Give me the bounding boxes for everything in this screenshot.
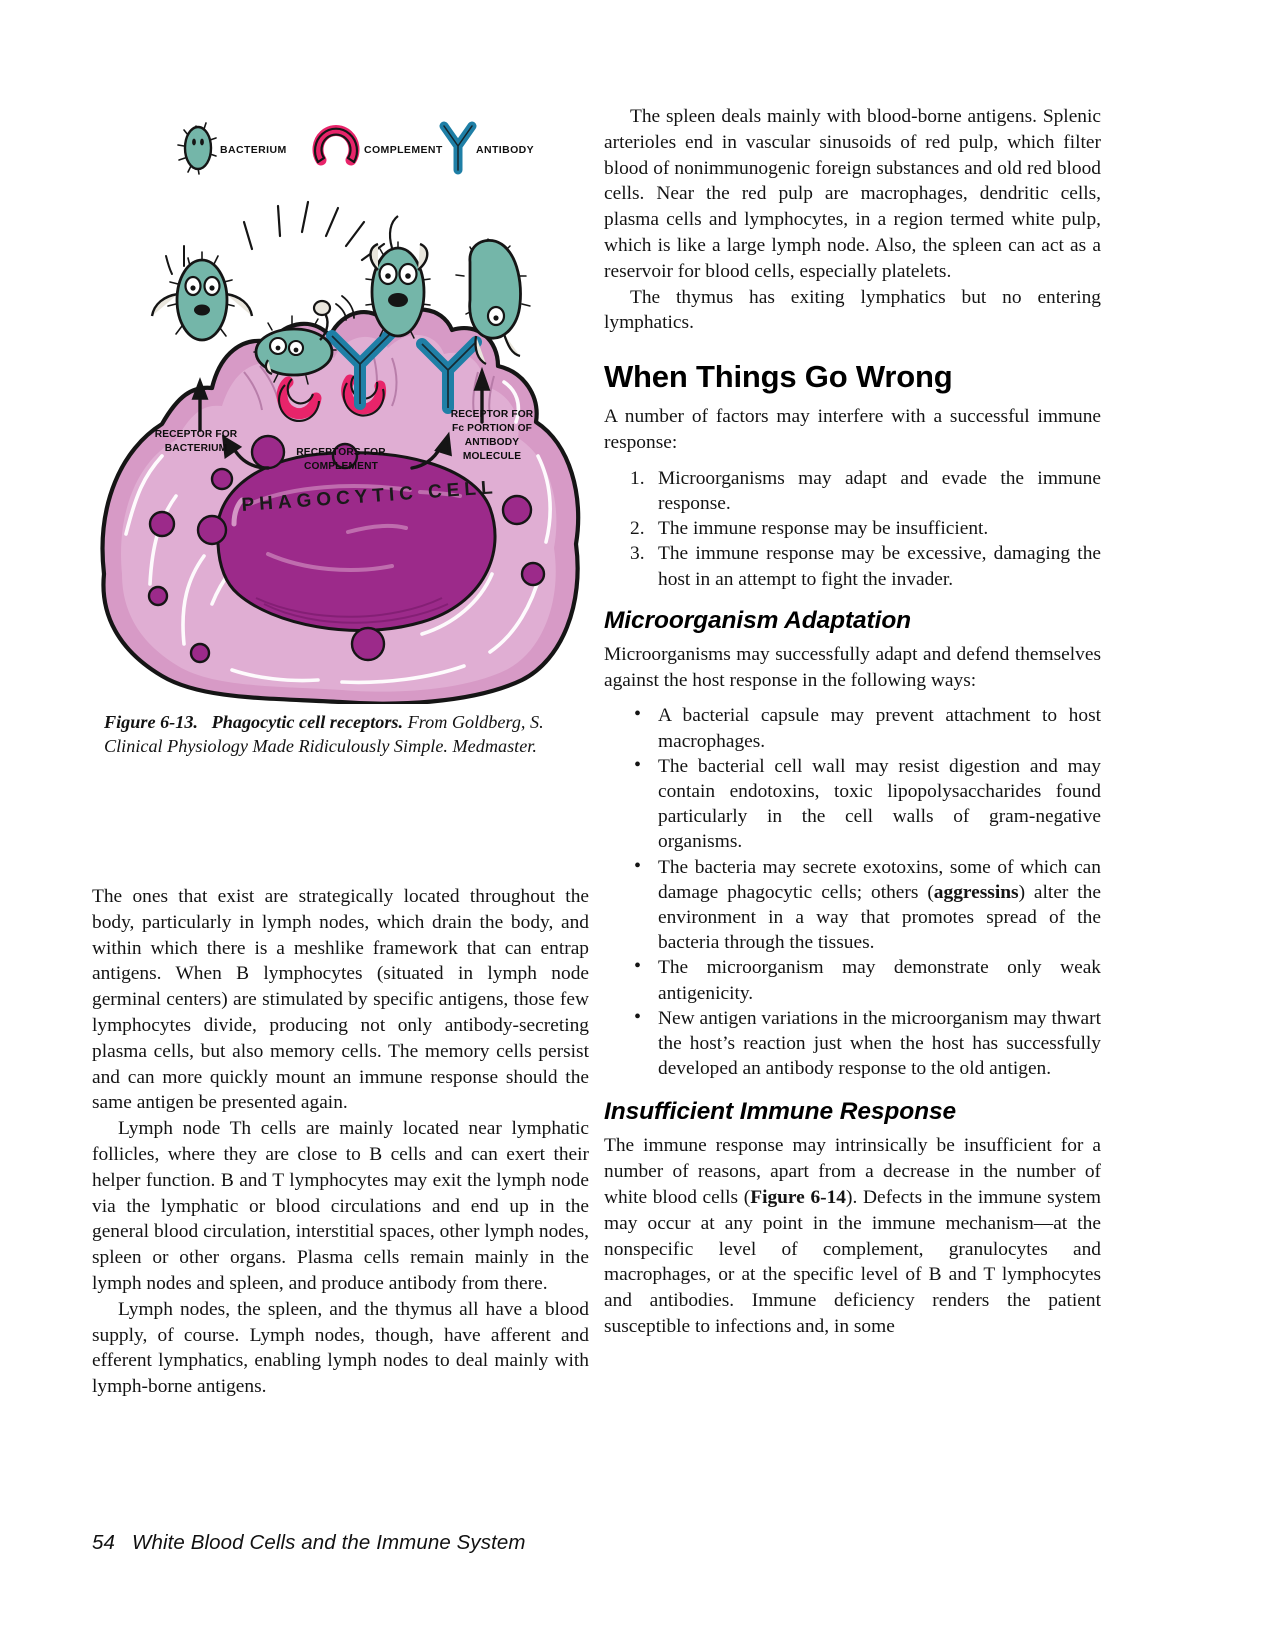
page-footer — [92, 1531, 526, 1555]
section-microorganism-adaptation — [604, 606, 1101, 1082]
figure-caption-number: Figure 6-13. — [104, 712, 198, 732]
heading-microorganism-adaptation: Microorganism Adaptation — [604, 606, 912, 634]
bullet-marker: • — [634, 955, 642, 978]
list-marker: 2. — [630, 518, 645, 540]
body-text-post: ). Defects in the immune system may occur at any point in the immune mechanism—at the nonspecific level of complement, granulocytes and macrophages, or at the specific level of B and T lymphocytes and antibodies. Immune deficiency renders the patient susceptible to infections and, in some — [604, 1187, 1101, 1337]
list-item — [604, 855, 1101, 956]
list-item-text: New antigen variations in the microorganism may thwart the host’s reaction just when the host has successfully developed an antibody response to the old antigen. — [658, 1007, 1101, 1080]
action-lines — [244, 202, 384, 260]
page-number: 54 — [92, 1531, 116, 1554]
svg-text:Fc PORTION OF: Fc PORTION OF — [451, 423, 533, 434]
left-paragraph-2: Lymph node Th cells are mainly located near lymphatic follicles, where they are close to B cells and can exert their helper function. B and T lymphocytes may exit the lymph node via the lymphatic or blood circulations and end up in the general blood circulation, interstitial spaces, other lymph nodes, spleen or other organs. Plasma cells remain mainly in the lymph nodes and spleen, and produce antibody from there. — [92, 1118, 589, 1294]
microorganism-adaptation-lead: Microorganisms may successfully adapt and defend themselves against the host response in the following ways: — [604, 643, 1101, 691]
list-marker: 1. — [630, 467, 645, 489]
running-title: White Blood Cells and the Immune System — [132, 1531, 526, 1554]
list-marker: 3. — [630, 543, 645, 565]
list-item — [604, 754, 1101, 855]
svg-text:RECEPTOR FOR: RECEPTOR FOR — [450, 409, 534, 420]
list-item-text: The bacteria may secrete exotoxins, some of which can damage phagocytic cells; others ( — [658, 856, 1101, 903]
heading-insufficient-immune-response: Insufficient Immune Response — [604, 1098, 957, 1126]
list-item — [604, 541, 1101, 591]
list-item-text-cont: ) alter the environment in a way that promotes spread of the bacteria through the tissues. — [658, 881, 1101, 954]
svg-text:BACTERIUM: BACTERIUM — [164, 443, 228, 454]
figure-legend — [178, 123, 534, 174]
insufficient-immune-response-body — [604, 1133, 1101, 1339]
legend-label-antibody: ANTIBODY — [476, 144, 535, 156]
svg-text:RECEPTOR FOR: RECEPTOR FOR — [154, 429, 238, 440]
section-when-things-go-wrong — [604, 359, 1101, 592]
list-item — [604, 516, 1101, 541]
svg-text:ANTIBODY: ANTIBODY — [464, 437, 520, 448]
list-item — [604, 955, 1101, 1005]
left-paragraph-1: The ones that exist are strategically located throughout the body, particularly in lymph nodes, which drain the body, and within which there is a meshlike framework that can entrap antigens. When B lymphocytes (situated in lymph node germinal centers) are stimulated by specific antigens, those few lymphocytes divide, producing not only antibody-secreting plasma cells, but also memory cells. The memory cells persist and can more quickly mount an immune response should the same antigen be presented again. — [92, 886, 589, 1114]
right-paragraph-thymus: The thymus has exiting lymphatics but no entering lymphatics. — [604, 286, 1101, 334]
microorganism-adaptation-bullets — [604, 703, 1101, 1081]
list-item-text: The immune response may be insufficient. — [658, 518, 989, 540]
list-item-text: Microorganisms may adapt and evade the immune response. — [658, 467, 1101, 514]
svg-text:MOLECULE: MOLECULE — [462, 451, 522, 462]
list-item-text: The microorganism may demonstrate only weak antigenicity. — [658, 957, 1101, 1004]
when-things-lead: A number of factors may interfere with a successful immune response: — [604, 406, 1101, 453]
figure-reference: Figure 6-14 — [750, 1187, 846, 1209]
bullet-marker: • — [634, 753, 642, 776]
heading-when-things-go-wrong: When Things Go Wrong — [604, 359, 953, 395]
list-item-text: The immune response may be excessive, damaging the host in an attempt to fight the invader. — [658, 543, 1101, 590]
svg-text:RECEPTORS FOR: RECEPTORS FOR — [296, 447, 386, 458]
right-column-body — [604, 104, 1101, 1340]
bullet-marker: • — [634, 703, 642, 726]
figure-caption-source: From Goldberg, S. Clinical Physiology Made Ridiculously Simple. Medmaster. — [104, 712, 544, 756]
left-column-body — [92, 884, 589, 1400]
legend-label-bacterium: BACTERIUM — [220, 144, 287, 156]
when-things-numbered-list — [604, 466, 1101, 592]
list-item-text: A bacterial capsule may prevent attachment to host macrophages. — [658, 705, 1101, 752]
section-insufficient-immune-response — [604, 1097, 1101, 1339]
antibody-icon — [444, 126, 472, 170]
bullet-marker: • — [634, 854, 642, 877]
list-item — [604, 466, 1101, 516]
list-item — [604, 1006, 1101, 1082]
legend-label-complement: COMPLEMENT — [364, 144, 443, 156]
list-item-emphasis: aggressins — [933, 881, 1019, 903]
list-item — [604, 703, 1101, 753]
right-paragraph-spleen: The spleen deals mainly with blood-borne antigens. Splenic arterioles end in vascular sinusoids of red pulp, which filter blood of nonimmunogenic foreign substances and old red blood cells. Near the red pulp are macrophages, dendritic cells, plasma cells and lymphocytes, in a region termed white pulp, which is like a large lymph node. Also, the spleen can act as a reservoir for blood cells, especially platelets. — [604, 106, 1101, 282]
bullet-marker: • — [634, 1005, 642, 1028]
figure-6-13-illustration — [92, 104, 592, 694]
complement-icon — [315, 129, 357, 162]
list-item-text: The bacterial cell wall may resist digestion and may contain endotoxins, toxic lipopolysaccharides found particularly in the cell walls of gram-negative organisms. — [658, 755, 1101, 853]
body-text-pre: The immune response may intrinsically be insufficient for a number of reasons, apart from a decrease in the number of white blood cells ( — [604, 1135, 1101, 1209]
figure-caption-title: Phagocytic cell receptors. — [211, 712, 404, 732]
svg-text:PHAGOCYTIC CELL: PHAGOCYTIC CELL — [240, 477, 499, 516]
svg-text:COMPLEMENT: COMPLEMENT — [304, 461, 378, 472]
bacterium-icon — [178, 123, 216, 174]
left-paragraph-3: Lymph nodes, the spleen, and the thymus all have a blood supply, of course. Lymph nodes, though, have afferent and efferent lymphatics, enabling lymph nodes to deal mainly with lymph-borne antigens. — [92, 1298, 589, 1398]
figure-caption — [104, 710, 564, 758]
